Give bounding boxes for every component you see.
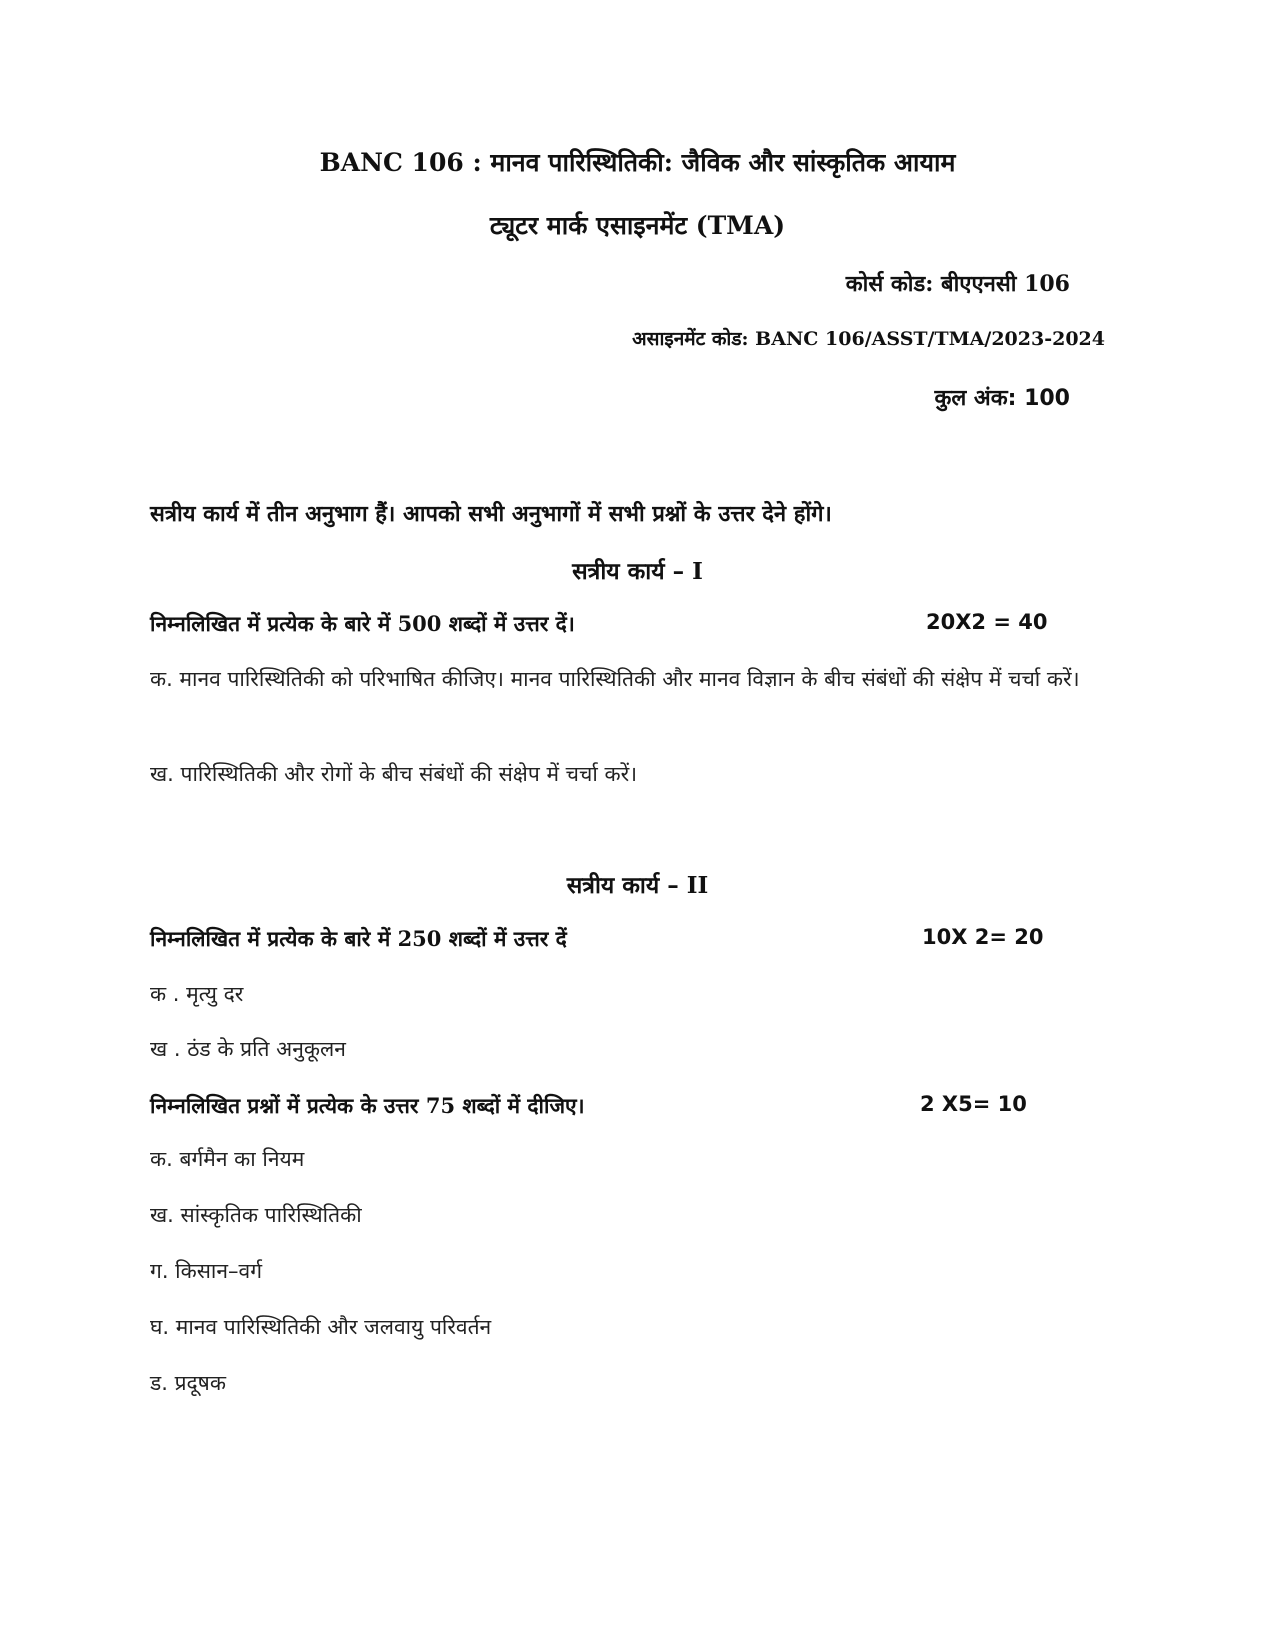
section-1-item: क. मानव पारिस्थितिकी को परिभाषित कीजिए। मानव पारिस्थितिकी और मानव विज्ञान के बीच संबंधों की संक्षेप में चर्चा करें। xyxy=(150,667,1080,691)
section-3-question: निम्नलिखित प्रश्नों में प्रत्येक के उत्तर 75 शब्दों में दीजिए। xyxy=(150,1093,585,1118)
course-code: कोर्स कोड: बीएएनसी 106 xyxy=(845,271,1070,297)
section-2-question: निम्नलिखित में प्रत्येक के बारे में 250 शब्दों में उत्तर दें xyxy=(150,926,567,951)
section-3-item: ड. प्रदूषक xyxy=(150,1371,226,1395)
section-3-item: ख. सांस्कृतिक पारिस्थितिकी xyxy=(150,1203,362,1227)
section-3-item: ग. किसान–वर्ग xyxy=(150,1259,263,1283)
section-2-item: ख . ठंड के प्रति अनुकूलन xyxy=(150,1037,346,1061)
assignment-code: असाइनमेंट कोड: BANC 106/ASST/TMA/2023-2024 xyxy=(632,328,1105,350)
section-1-marks: 20X2 = 40 xyxy=(926,610,1048,634)
section-1-heading: सत्रीय कार्य – I xyxy=(572,558,703,585)
total-marks: कुल अंक: 100 xyxy=(934,386,1070,411)
section-3-item: क. बर्गमैन का नियम xyxy=(150,1147,305,1171)
section-2-heading: सत्रीय कार्य – II xyxy=(566,872,709,899)
section-2-item: क . मृत्यु दर xyxy=(150,982,244,1006)
document-title: BANC 106 : मानव पारिस्थितिकी: जैविक और सांस्कृतिक आयाम xyxy=(319,148,956,177)
document-subtitle: ट्यूटर मार्क एसाइनमेंट (TMA) xyxy=(489,211,786,240)
section-1-item: ख. पारिस्थितिकी और रोगों के बीच संबंधों की संक्षेप में चर्चा करें। xyxy=(150,762,638,786)
section-3-item: घ. मानव पारिस्थितिकी और जलवायु परिवर्तन xyxy=(150,1315,492,1339)
section-3-marks: 2 X5= 10 xyxy=(920,1092,1027,1116)
section-1-question: निम्नलिखित में प्रत्येक के बारे में 500 शब्दों में उत्तर दें। xyxy=(150,611,575,636)
instructions: सत्रीय कार्य में तीन अनुभाग हैं। आपको सभी अनुभागों में सभी प्रश्नों के उत्तर देने होंगे। xyxy=(150,501,832,527)
section-2-marks: 10X 2= 20 xyxy=(922,925,1044,949)
